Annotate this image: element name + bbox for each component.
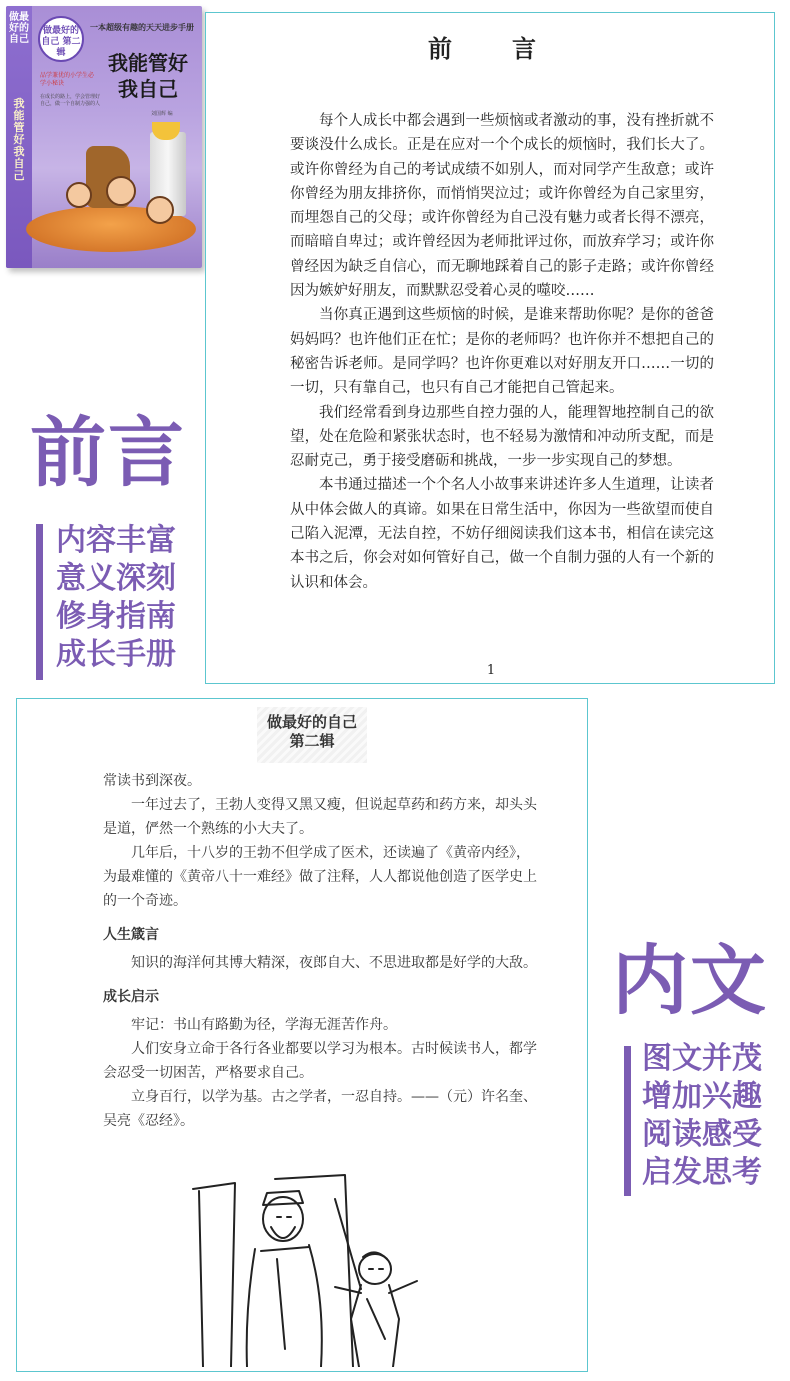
series-header-line1: 做最好的自己 bbox=[266, 713, 357, 731]
insight-text: 立身百行，以学为基。古之学者，一忍自持。——（元）许名奎、吴亮《忍经》。 bbox=[103, 1089, 537, 1129]
content-paragraph: 常读书到深夜。 bbox=[103, 773, 201, 789]
preface-paragraph: 每个人成长中都会遇到一些烦恼或者激动的事，没有挫折就不要谈没什么成长。正是在应对一个个成长的烦恼时，我们长大了。或许你曾经为自己的考试成绩不如别人，而对同学产生敌意；或许你曾经为朋友排挤你，而悄悄哭泣过；或许你曾经为自己家里穷，而埋怨自己的父母；或许你曾经为自己没有魅力或者长得不漂亮，而暗暗自卑过；或许曾经因为老师批评过你，而放弃学习；或许你曾经因为缺乏自信心，而无聊地踩着自己的影子走路；或许你曾经因为嫉妒好朋友，而默默忍受着心灵的噬咬…… bbox=[290, 113, 714, 300]
page-number: 1 bbox=[486, 663, 496, 678]
series-logo: 做最好的自己 第二辑 bbox=[38, 16, 84, 62]
cover-title-line1: 我能管好 bbox=[108, 51, 188, 75]
preface-feature: 意义深刻 bbox=[56, 561, 176, 596]
series-header-line2: 第二辑 bbox=[289, 732, 335, 750]
preface-paragraph: 我们经常看到身边那些自控力强的人，能理智地控制自己的欲望，处在危险和紧张状态时，也不轻易为激情和冲动所支配，而是忍耐克己，勇于接受磨砺和挑战，一步一步实现自己的梦想。 bbox=[290, 404, 714, 470]
preface-accent-bar bbox=[36, 524, 43, 680]
preface-feature: 修身指南 bbox=[56, 599, 176, 634]
cover-blurb: 在成长的路上，学会管理好自己，做一个自制力强的人 bbox=[40, 94, 101, 107]
content-feature-list bbox=[642, 1040, 762, 1192]
page-title: 前 言 bbox=[428, 34, 554, 63]
child-illustration bbox=[146, 196, 174, 224]
preface-label: 前言 bbox=[30, 408, 186, 497]
cover-author: 刘国辉 编 bbox=[151, 111, 173, 117]
spine-title: 我能管好我自己 bbox=[13, 97, 25, 182]
content-body bbox=[103, 769, 537, 1133]
book-cover bbox=[6, 6, 202, 268]
cover-subtitle: 品学兼优的小学生必学小秘诀 bbox=[40, 72, 95, 87]
preface-feature: 成长手册 bbox=[56, 637, 176, 672]
content-paragraph: 一年过去了，王勃人变得又黑又瘦，但说起草药和药方来，却头头是道，俨然一个熟练的小大夫了。 bbox=[103, 797, 537, 837]
content-accent-bar bbox=[624, 1046, 631, 1196]
content-feature: 增加兴趣 bbox=[642, 1079, 762, 1114]
maxim-text: 知识的海洋何其博大精深，夜郎自大、不思进取都是好学的大敌。 bbox=[131, 955, 537, 971]
content-feature: 启发思考 bbox=[642, 1155, 762, 1190]
child-illustration bbox=[106, 176, 136, 206]
content-page bbox=[16, 698, 588, 1372]
preface-feature: 内容丰富 bbox=[56, 523, 176, 558]
section-heading-insight: 成长启示 bbox=[103, 989, 159, 1005]
series-header-logo bbox=[257, 707, 367, 763]
content-label: 内文 bbox=[612, 936, 768, 1025]
spine-series-logo: 做最好的自己 bbox=[9, 12, 29, 45]
insight-text: 牢记：书山有路勤为径，学海无涯苦作舟。 bbox=[131, 1017, 397, 1033]
content-feature: 阅读感受 bbox=[642, 1117, 762, 1152]
cover-title-line2: 我自己 bbox=[118, 77, 178, 101]
preface-body bbox=[290, 109, 714, 595]
content-paragraph: 几年后，十八岁的王勃不但学成了医术，还读遍了《黄帝内经》，为最难懂的《黄帝八十一难经》做了注释，人人都说他创造了医学史上的一个奇迹。 bbox=[103, 845, 537, 909]
preface-feature-list bbox=[56, 522, 176, 674]
sketch-illustration bbox=[185, 1169, 421, 1367]
section-heading-maxim: 人生箴言 bbox=[103, 927, 159, 943]
cover-tagline: 一本超级有趣的天天进步手册 bbox=[90, 23, 194, 32]
content-feature: 图文并茂 bbox=[642, 1041, 762, 1076]
preface-paragraph: 当你真正遇到这些烦恼的时候，是谁来帮助你呢？是你的爸爸妈妈吗？也许他们正在忙；是你的老师吗？也许你并不想把自己的秘密告诉老师。是同学吗？也许你更难以对好朋友开口……一切的一切，只有靠自己，也只有自己才能把自己管起来。 bbox=[290, 307, 714, 397]
child-illustration bbox=[66, 182, 92, 208]
cover-title bbox=[98, 50, 198, 102]
insight-text: 人们安身立命于各行各业都要以学习为根本。古时候读书人，都学会忍受一切困苦，严格要求自己。 bbox=[103, 1041, 537, 1081]
preface-paragraph: 本书通过描述一个个名人小故事来讲述许多人生道理，让读者从中体会做人的真谛。如果在日常生活中，你因为一些欲望而使自己陷入泥潭，无法自控，不妨仔细阅读我们这本书，相信在读完这本书之后，你会对如何管好自己，做一个自制力强的人有一个新的认识和体会。 bbox=[290, 477, 714, 591]
preface-page bbox=[205, 12, 775, 684]
